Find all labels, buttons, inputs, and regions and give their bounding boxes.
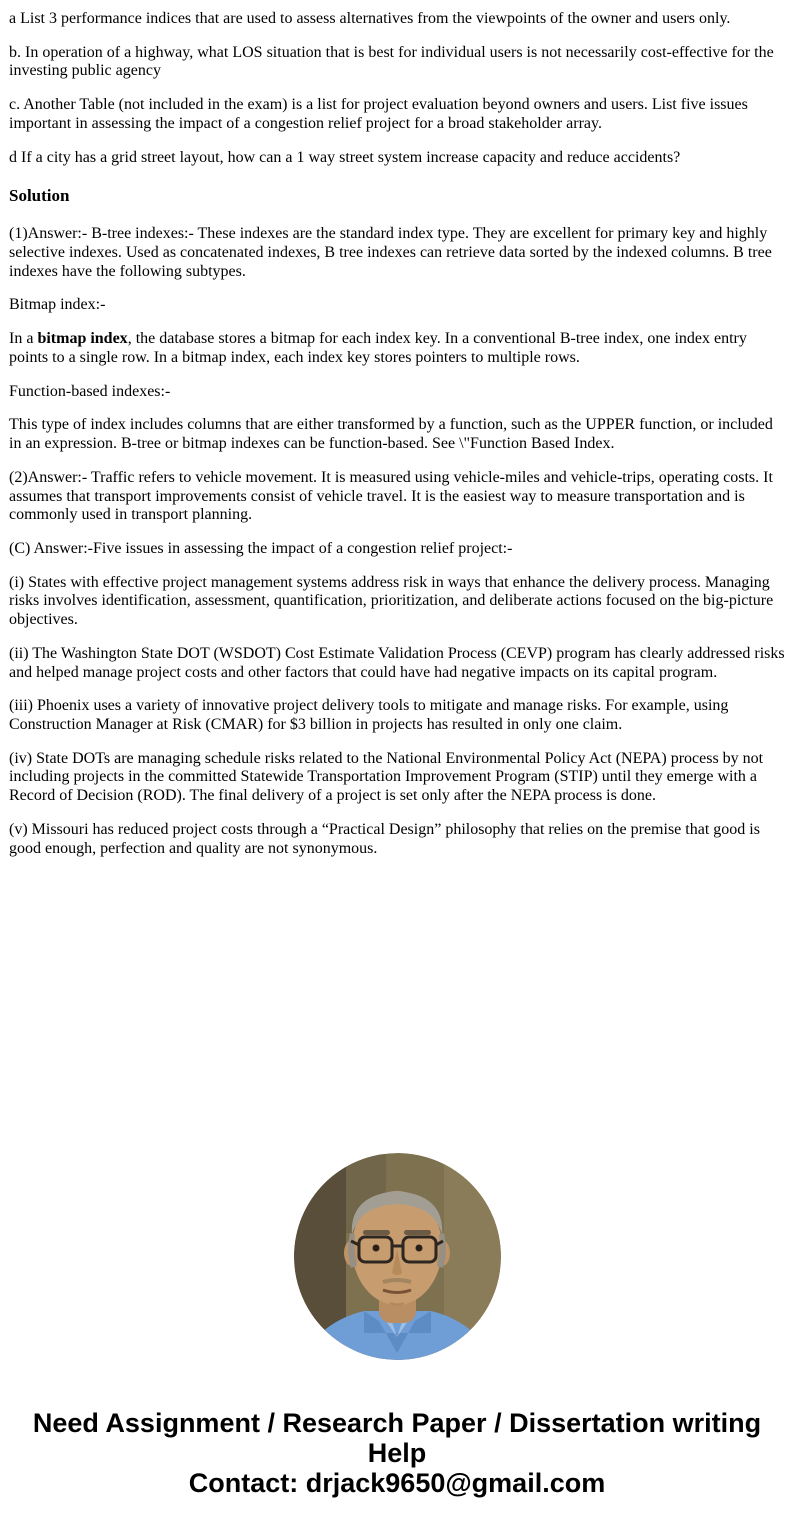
- bitmap-text-prefix: In a: [9, 330, 38, 348]
- issue-iii-paragraph: (iii) Phoenix uses a variety of innovative project delivery tools to mitigate and manage risks. For example, using Construction Manager at Risk (CMAR) for $3 billion in projects has resulted in only one claim.: [9, 697, 729, 733]
- issue-i-paragraph: (i) States with effective project management systems address risk in ways that enhance the delivery process. Managing risks involves identification, assessment, quantification, prioritization, and deliberate actions focused on the big-picture objectives.: [9, 573, 774, 629]
- solution-document: [0, 10, 794, 858]
- function-index-label: Function-based indexes:-: [9, 382, 171, 400]
- promo-contact-email: Contact: drjack9650@gmail.com: [188, 1468, 606, 1499]
- tutor-photo: [294, 1153, 501, 1360]
- question-b: b. In operation of a highway, what LOS situation that is best for individual users is not necessarily cost-effective for the investing public agency: [9, 43, 774, 80]
- bitmap-index-paragraph: [9, 330, 785, 367]
- answer-2-paragraph: (2)Answer:- Traffic refers to vehicle movement. It is measured using vehicle-miles and vehicle-trips, operating costs. It assumes that transport improvements consist of vehicle travel. It is the easiest way to measure transportation and is commonly used in transport planning.: [9, 468, 773, 524]
- promo-headline: Need Assignment / Research Paper / Dissertation writing Help: [32, 1408, 762, 1469]
- bitmap-bold-term: bitmap index: [37, 330, 128, 348]
- issue-v-paragraph: (v) Missouri has reduced project costs through a “Practical Design” philosophy that relies on the premise that good is good enough, perfection and quality are not synonymous.: [9, 820, 760, 857]
- issue-ii-paragraph: (ii) The Washington State DOT (WSDOT) Cost Estimate Validation Process (CEVP) program has clearly addressed risks and helped manage project costs and other factors that could have had negative impacts on its capital program.: [9, 644, 785, 681]
- tutor-photo-container: [0, 1153, 794, 1360]
- bitmap-index-label: Bitmap index:-: [9, 296, 106, 314]
- answer-c-intro: (C) Answer:-Five issues in assessing the impact of a congestion relief project:-: [9, 539, 513, 557]
- issue-iv-paragraph: (iv) State DOTs are managing schedule risks related to the National Environmental Policy Act (NEPA) process by not including projects in the committed Statewide Transportation Improvement Program (STIP) until they emerge with a Record of Decision (ROD). The final delivery of a project is set only after the NEPA process is done.: [9, 749, 764, 805]
- promo-footer: [0, 1408, 794, 1518]
- question-d: d If a city has a grid street layout, how can a 1 way street system increase capacity and reduce accidents?: [9, 148, 681, 166]
- function-index-paragraph: This type of index includes columns that are either transformed by a function, such as the UPPER function, or included in an expression. B-tree or bitmap indexes can be function-based. See \"Function Based Index.: [9, 416, 773, 453]
- question-c: c. Another Table (not included in the exam) is a list for project evaluation beyond owners and users. List five issues important in assessing the impact of a congestion relief project for a broad stakeholder array.: [9, 96, 748, 132]
- question-a: a List 3 performance indices that are used to assess alternatives from the viewpoints of the owner and users only.: [9, 10, 731, 27]
- solution-heading: Solution: [9, 186, 70, 206]
- answer-1-paragraph: (1)Answer:- B-tree indexes:- These indexes are the standard index type. They are excellent for primary key and highly selective indexes. Used as concatenated indexes, B tree indexes can retrieve data sorted by the indexed columns. B tree indexes have the following subtypes.: [9, 225, 772, 280]
- bitmap-text-suffix: , the database stores a bitmap for each index key. In a conventional B-tree index, one index entry points to a single row. In a bitmap index, each index key stores pointers to multiple rows.: [9, 330, 747, 366]
